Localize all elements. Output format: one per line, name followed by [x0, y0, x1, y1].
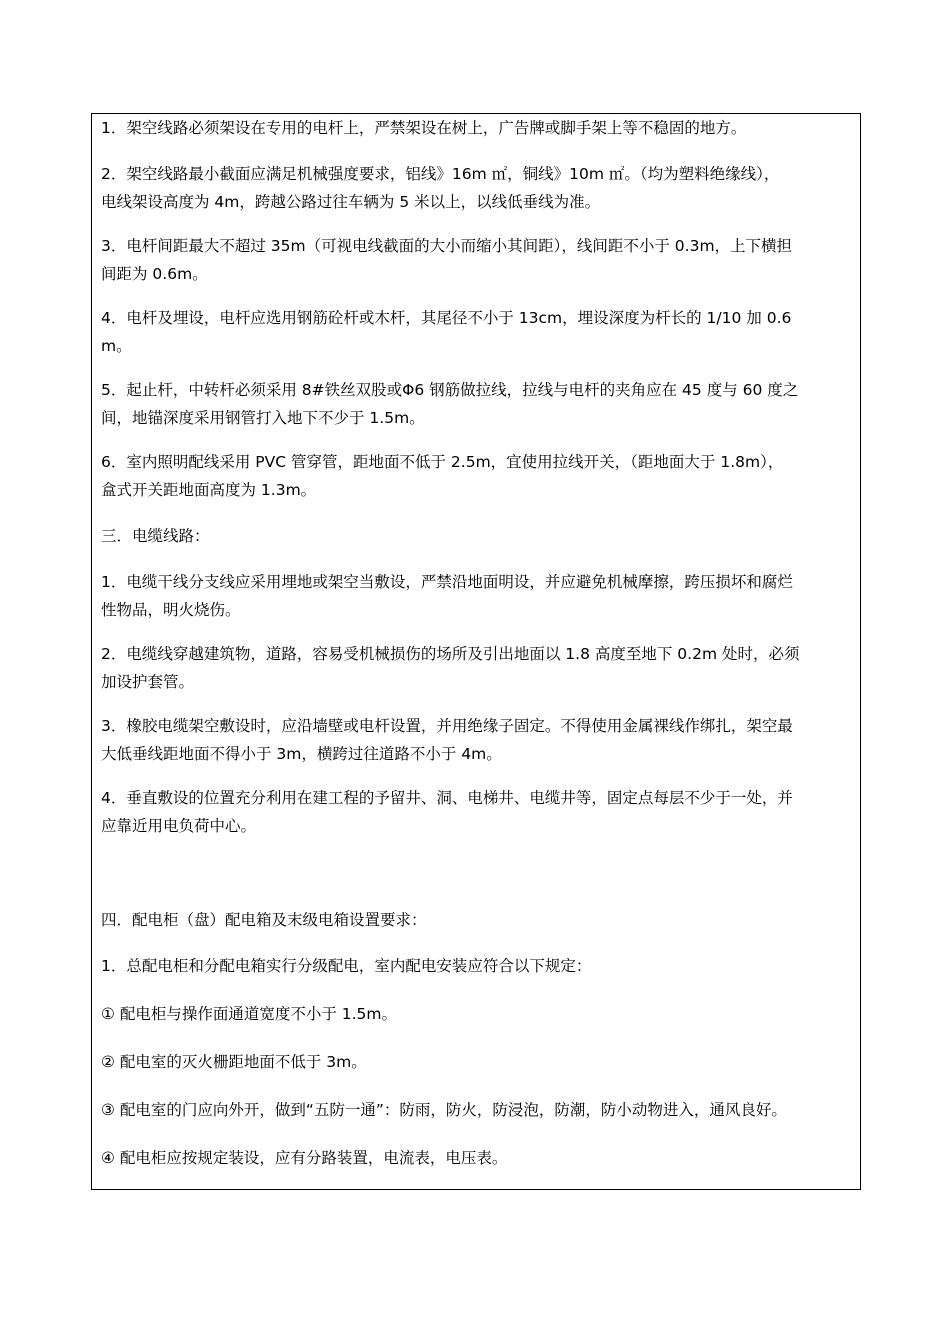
paragraph-cable-3: 3．橡胶电缆架空敷设时，应沿墙壁或电杆设置，并用绝缘子固定。不得使用金属裸线作绑扎，架空最 大低垂线距地面不得小于 3m，横跨过往道路不小于 4m。 — [101, 717, 793, 763]
document-frame — [91, 113, 861, 1190]
paragraph-3: 3．电杆间距最大不超过 35m（可视电线截面的大小而缩小其间距），线间距不小于 0.3m，上下横担 间距为 0.6m。 — [101, 237, 793, 283]
paragraph-5: 5．起止杆，中转杆必须采用 8#铁丝双股或Φ6 钢筋做拉线，拉线与电杆的夹角应在 45 度与 60 度之 间，地锚深度采用钢管打入地下不少于 1.5m。 — [101, 381, 799, 427]
section-heading-cable-lines: 三．电缆线路： — [101, 527, 210, 545]
paragraph-cable-2: 2．电缆线穿越建筑物，道路，容易受机械损伤的场所及引出地面以 1.8 高度至地下 0.2m 处时，必须 加设护套管。 — [101, 645, 800, 691]
paragraph-cable-1: 1．电缆干线分支线应采用埋地或架空当敷设，严禁沿地面明设，并应避免机械摩擦，跨压损坏和腐烂 性物品，明火烧伤。 — [101, 573, 793, 619]
paragraph-distribution-1: 1．总配电柜和分配电箱实行分级配电，室内配电安装应符合以下规定： — [101, 957, 592, 975]
list-item-2: ② 配电室的灭火栅距地面不低于 3m。 — [101, 1053, 367, 1071]
list-item-3: ③ 配电室的门应向外开，做到“五防一通”：防雨，防火，防浸泡，防潮，防小动物进入，通风良好。 — [101, 1101, 787, 1119]
list-item-4: ④ 配电柜应按规定装设，应有分路装置，电流表，电压表。 — [101, 1149, 508, 1167]
list-item-1: ① 配电柜与操作面通道宽度不小于 1.5m。 — [101, 1005, 397, 1023]
paragraph-1: 1．架空线路必须架设在专用的电杆上，严禁架设在树上，广告牌或脚手架上等不稳固的地方。 — [101, 119, 747, 137]
paragraph-2: 2．架空线路最小截面应满足机械强度要求，铝线》16m ㎡，铜线》10m ㎡。（均为塑料绝缘线）， 电线架设高度为 4m，跨越公路过往车辆为 5 米以上，以线低垂线为准。 — [101, 165, 780, 211]
paragraph-cable-4: 4．垂直敷设的位置充分利用在建工程的予留井、洞、电梯井、电缆井等，固定点每层不少于一处，并 应靠近用电负荷中心。 — [101, 789, 793, 835]
paragraph-6: 6．室内照明配线采用 PVC 管穿管，距地面不低于 2.5m，宜使用拉线开关，（距地面大于 1.8m）， 盒式开关距地面高度为 1.3m。 — [101, 453, 784, 499]
paragraph-4: 4．电杆及埋设，电杆应选用钢筋砼杆或木杆，其尾径不小于 13cm，埋设深度为杆长的 1/10 加 0.6 m。 — [101, 309, 792, 355]
section-heading-distribution-boxes: 四．配电柜（盘）配电箱及末级电箱设置要求： — [101, 911, 427, 929]
